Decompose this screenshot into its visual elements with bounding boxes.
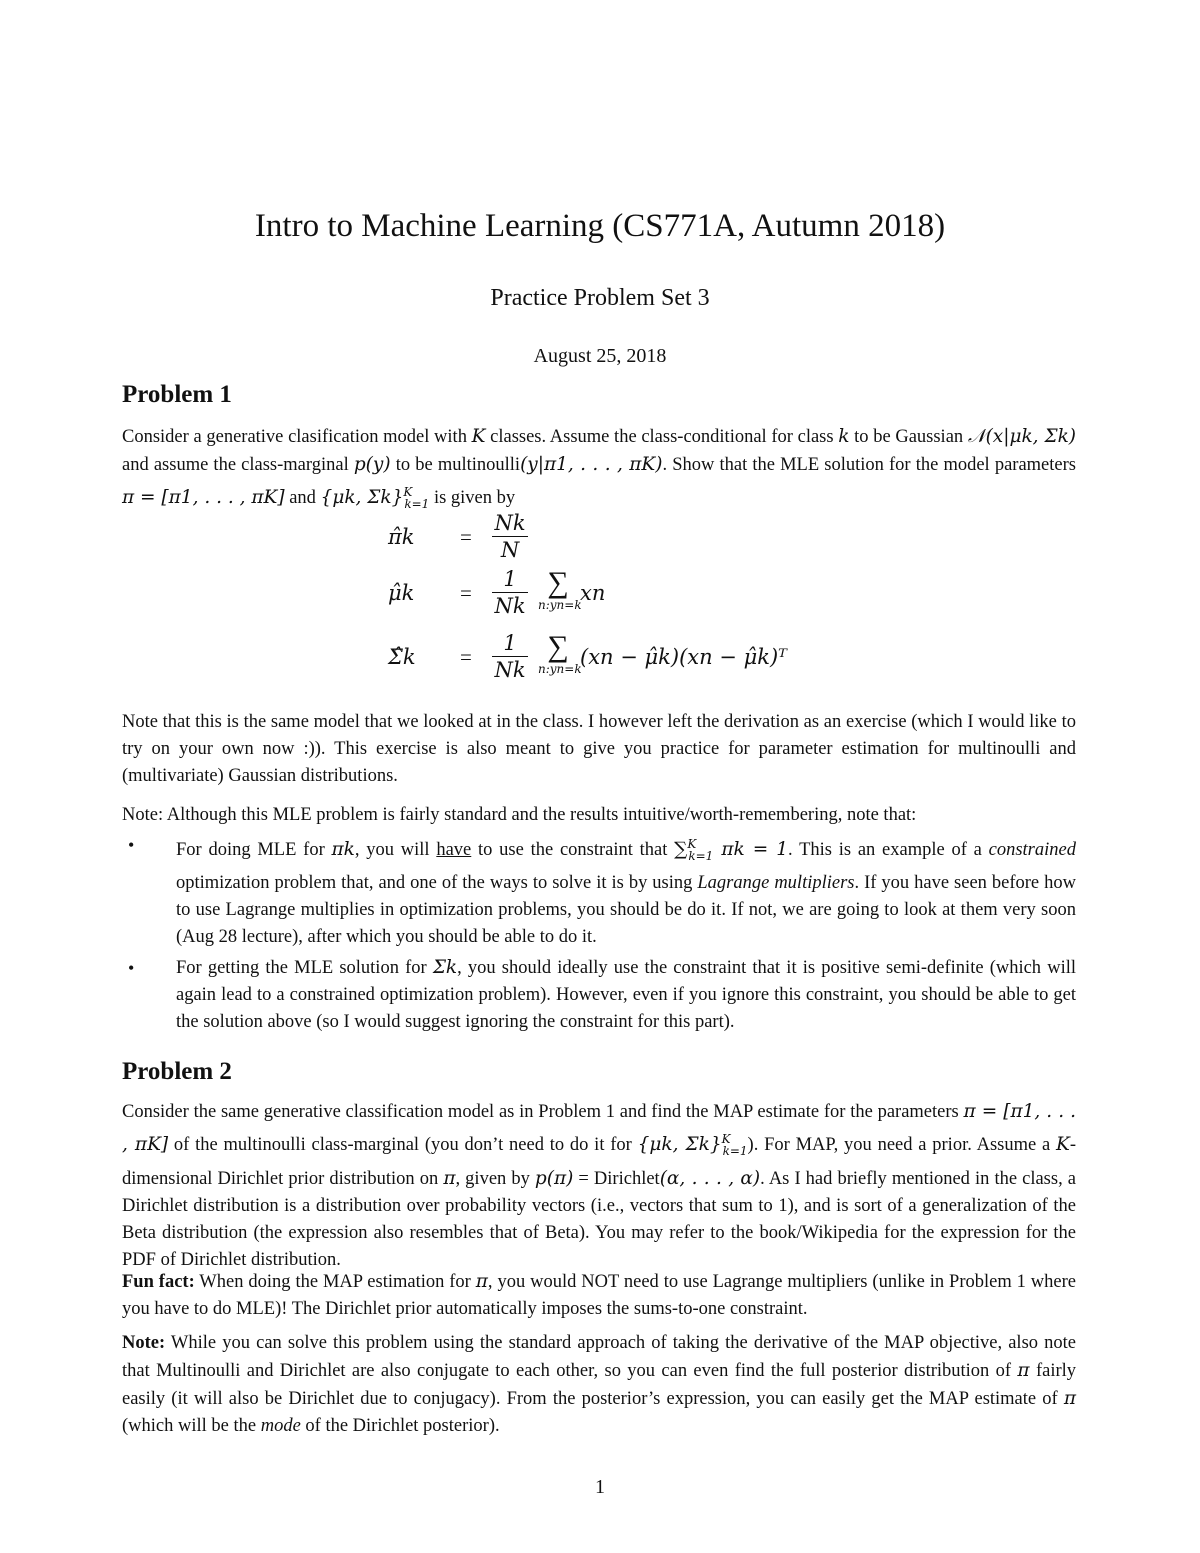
equation-mu-hat: μ̂k = $\frac{1}{Nk}$ ∑ n:yn=k xn bbox=[388, 566, 606, 618]
problem1-note-paragraph: Note that this is the same model that we looked at in the class. I however left the derivation as an exercise (which I would like to try on your own now :)). This exercise is also meant to give you practice for parameter estimation for multinoulli and (multivariate) Gaussian distributions. bbox=[122, 712, 1076, 786]
problem2-note: Note: While you can solve this problem using the standard approach of taking the derivative of the MAP objective, also note that Multinoulli and Dirichlet are also conjugate to each other, so you can even find the full posterior distribution of π fairly easily (it will also be Dirichlet due to conjugacy). From the posterior’s expression, you can easily get the MAP estimate of π (which will be the mode of the Dirichlet posterior). bbox=[122, 1333, 1077, 1436]
gaussian-expr: 𝒩(x|μk, Σk) bbox=[967, 426, 1077, 447]
problem1-intro: Consider a generative clasification model with K classes. Assume the class-conditional for class k to be Gaussian 𝒩(x|μk, Σk) and assume the class-marginal p(y) to be multinoulli(y|π1, . . . , πK). Show that the MLE solution for the model parameters π = [π1, . . . , πK] and {μk, Σk}$^K_{k=1}$ is given by bbox=[122, 426, 1077, 511]
document-date: August 25, 2018 bbox=[533, 345, 667, 367]
problem1-note-intro: Note: Although this MLE problem is fairly standard and the results intuitive/worth-remembering, note that: bbox=[122, 805, 917, 825]
mle-equations bbox=[380, 508, 880, 698]
problem1-bullet-1: For doing MLE for πk, you will have to use the constraint that ∑$^K_{k=1}$ πk = 1. This is an example of a constrained optimization problem that, and one of the ways to solve it is by using Lagrange multipliers. If you have seen before how to use Lagrange multiplies in optimization problems, you should be do it. If not, we are going to look at them very soon (Aug 28 lecture), after which you should be able to do it. bbox=[176, 837, 1076, 947]
bullet-dot: • bbox=[128, 835, 135, 855]
equation-sigma-hat: Σ̂k = $\frac{1}{Nk}$ ∑ n:yn=k (xn − μ̂k)(xn − μ̂k)ᵀ bbox=[388, 630, 787, 682]
page-number: 1 bbox=[595, 1476, 605, 1498]
problem2-heading: Problem 2 bbox=[122, 1058, 232, 1085]
document-title: Intro to Machine Learning (CS771A, Autumn 2018) bbox=[254, 208, 946, 244]
problem1-bullet-2: For getting the MLE solution for Σk, you should ideally use the constraint that it is positive semi-definite (which will again lead to a constrained optimization problem). However, even if you ignore this constraint, you should be able to get the solution above (so I would suggest ignoring the constraint for this part). bbox=[176, 957, 1076, 1032]
problem2-fun-fact: Fun fact: When doing the MAP estimation for π, you would NOT need to use Lagrange multipliers (unlike in Problem 1 where you have to do MLE)! The Dirichlet prior automatically imposes the sums-to-one constraint. bbox=[122, 1271, 1076, 1319]
document-subtitle: Practice Problem Set 3 bbox=[490, 285, 710, 311]
problem2-paragraph: Consider the same generative classification model as in Problem 1 and find the MAP estimate for the parameters π = [π1, . . . , πK] of the multinoulli class-marginal (you don’t need to do it for {μk, Σk}$^K_{k=1}$). For MAP, you need a prior. Assume a K-dimensional Dirichlet prior distribution on π, given by p(π) = Dirichlet(α, . . . , α). As I had briefly mentioned in the class, a Dirichlet distribution is a distribution over probability vectors (i.e., vectors that sum to 1), and is sort of a generalization of the Beta distribution (the expression also resembles that of Beta). You may refer to the book/Wikipedia for the expression for the PDF of Dirichlet distribution. bbox=[122, 1101, 1076, 1270]
equation-pi-hat: π̂k = $\frac{Nk}{N}$ bbox=[380, 508, 880, 568]
bullet-dot: • bbox=[128, 958, 135, 978]
problem1-heading: Problem 1 bbox=[122, 381, 232, 408]
